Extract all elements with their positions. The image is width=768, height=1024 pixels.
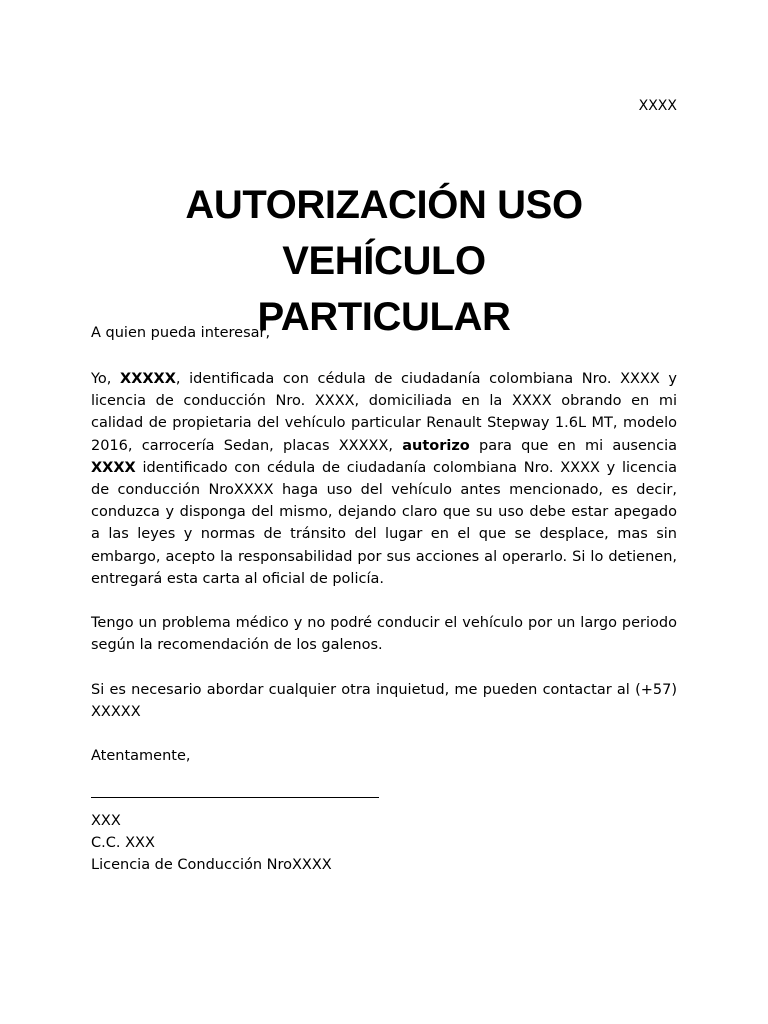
signer-id: C.C. XXX [91,835,155,852]
para1-part3: identificado con cédula de ciudadanía colombiana Nro. XXXX y licencia de conducción NroXXXX haga uso del vehículo antes mencionado, es decir, conduzca y disponga del mismo, dejando claro que su uso debe estar apegado a las leyes y normas de tránsito del lugar en el que se desplace, mas sin embargo, acepto la responsabilidad por sus acciones al operarlo. Si lo detienen, entregará esta carta al oficial de policía. [91,459,677,587]
closing: Atentamente, [91,748,191,764]
letter-title [91,177,677,345]
owner-name: XXXXX [120,371,176,387]
title-line-1: AUTORIZACIÓN USO VEHÍCULO [185,183,583,283]
signer-license: Licencia de Conducción NroXXXX [91,857,332,874]
salutation: A quien pueda interesar, [91,325,271,341]
signature-block [91,810,332,877]
authorization-paragraph [91,368,677,590]
signer-name: XXX [91,813,121,829]
letter-date: XXXX [638,98,677,114]
para1-part2: para que en mi ausencia [469,437,677,454]
medical-paragraph: Tengo un problema médico y no podré conducir el vehículo por un largo periodo según la recomendación de los galenos. [91,615,677,654]
signature-line [91,797,379,798]
authorized-name: XXXX [91,459,136,476]
authorize-word: autorizo [402,437,470,454]
contact-paragraph: Si es necesario abordar cualquier otra inquietud, me pueden contactar al (+57) XXXXX [91,682,677,721]
para1-lead: Yo, [91,371,121,387]
title-line-2: PARTICULAR [257,295,511,339]
para1-part1: , identificada con cédula de ciudadanía colombiana Nro. XXXX y licencia de conducción Nro. XXXX, domiciliada en la XXXX obrando en mi calidad de propietaria del vehículo particular Renault Stepway 1.6L MT, modelo 2016, carrocería Sedan, placas XXXXX, [91,371,677,454]
